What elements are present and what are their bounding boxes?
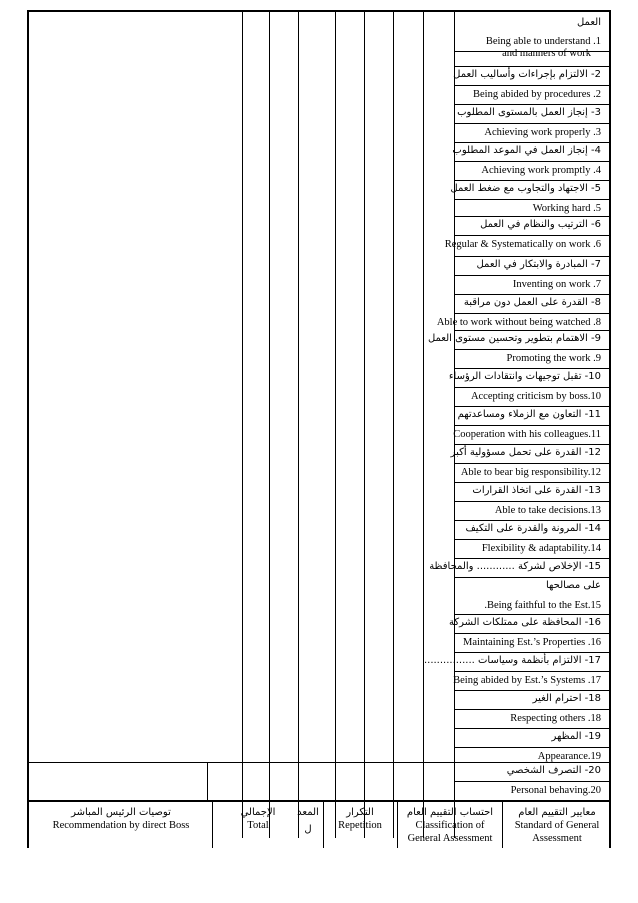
recommendation-ar: توصيات الرئيس المباشر	[71, 807, 171, 818]
criterion-english: Cooperation with his colleagues.11	[453, 429, 601, 440]
criterion-english: Able to take decisions.13	[494, 505, 601, 516]
row-divider	[454, 349, 609, 350]
column-divider	[454, 10, 455, 838]
row-divider	[454, 275, 609, 276]
row-divider	[454, 313, 609, 314]
row-divider	[454, 256, 609, 257]
row-divider	[454, 444, 609, 445]
criterion-english: Able to work without being watched .8	[436, 317, 601, 328]
rate-ar-1: المعد	[297, 807, 319, 818]
criterion-arabic-cont: على مصالحها	[545, 580, 601, 591]
row-divider	[454, 330, 609, 331]
criterion-english: Being abided by procedures .2	[472, 89, 601, 100]
criterion-arabic: 3- إنجاز العمل بالمستوى المطلوب	[457, 107, 601, 118]
criterion-arabic: 6- الترتيب والنظام في العمل	[480, 219, 601, 230]
criterion-english: Promoting the work .9	[506, 353, 601, 364]
classification-en-2: General Assessment	[407, 833, 493, 844]
repetition-en: Repetition	[338, 820, 382, 831]
row-divider	[454, 781, 609, 782]
classification-ar: احتساب التقييم العام	[406, 807, 494, 818]
row-divider	[454, 747, 609, 748]
column-divider	[269, 10, 270, 838]
criterion-english: Maintaining Est.’s Properties .16	[463, 637, 601, 648]
standard-en-1: Standard of General	[514, 820, 600, 831]
criterion-arabic: 4- إنجاز العمل في الموعد المطلوب	[452, 145, 601, 156]
criterion-english: Working hard .5	[532, 203, 601, 214]
criterion-english: Achieving work promptly .4	[481, 165, 601, 176]
row-divider	[454, 652, 609, 653]
criterion-arabic: 13- القدرة على اتخاذ القرارات	[472, 485, 601, 496]
classification-en-1: Classification of	[415, 820, 485, 831]
row-divider	[454, 66, 609, 67]
column-divider	[298, 10, 299, 838]
row-divider	[454, 161, 609, 162]
repetition-ar: التكرار	[346, 807, 374, 818]
row-divider	[454, 235, 609, 236]
criterion-english: Able to bear big responsibility.12	[460, 467, 601, 478]
row-divider	[454, 216, 609, 217]
footer-top-border	[27, 800, 611, 802]
row-divider	[454, 463, 609, 464]
criterion-english: Being able to understand .1	[485, 36, 601, 47]
criterion-english: Being abided by Est.’s Systems .17	[453, 675, 601, 686]
column-divider	[423, 10, 424, 838]
recommendation-en: Recommendation by direct Boss	[52, 820, 190, 831]
criterion-arabic: 18- احترام الغير	[532, 693, 601, 704]
column-divider	[335, 10, 336, 838]
row-divider	[454, 425, 609, 426]
row-divider	[454, 51, 609, 52]
column-divider	[364, 10, 365, 838]
row-divider	[454, 199, 609, 200]
criterion-arabic: 12- القدرة على تحمل مسؤولية أكبر	[450, 447, 601, 458]
criterion-english: Inventing on work .7	[512, 279, 601, 290]
total-header	[222, 806, 294, 832]
row-divider	[454, 671, 609, 672]
total-en: Total	[247, 820, 269, 831]
row-divider	[454, 539, 609, 540]
row-divider	[454, 123, 609, 124]
row-divider	[454, 577, 609, 578]
criterion-english: Respecting others .18	[510, 713, 601, 724]
row-divider	[454, 85, 609, 86]
row-divider	[454, 762, 609, 763]
criterion-english: Personal behaving.20	[510, 785, 601, 796]
row-divider	[454, 180, 609, 181]
criterion-arabic: 10- تقبل توجيهات وانتقادات الرؤساء	[448, 371, 601, 382]
criterion-arabic: 17- الالتزام بأنظمة وسياسات ................	[423, 655, 601, 666]
top-border	[27, 10, 611, 12]
criterion-arabic: 11- التعاون مع الزملاء ومساعدتهم	[457, 409, 601, 420]
row-divider	[454, 142, 609, 143]
footer-divider	[397, 800, 398, 848]
header-title: العمل	[576, 17, 601, 28]
column-divider	[207, 762, 208, 800]
criterion-english: Flexibility & adaptability.14	[481, 543, 601, 554]
row-divider	[454, 387, 609, 388]
criterion-arabic: 19- المظهر	[551, 731, 601, 742]
criterion-english: Accepting criticism by boss.10	[470, 391, 601, 402]
criterion-english: Achieving work properly .3	[484, 127, 601, 138]
criterion-arabic: 8- القدرة على العمل دون مراقبة	[463, 297, 601, 308]
column-divider	[242, 10, 243, 838]
criterion-arabic: 9- الاهتمام بتطوير وتحسين مستوى العمل	[427, 333, 601, 344]
criterion-arabic: 15- الإخلاص لشركة ............ والمحافظة	[429, 561, 601, 572]
standard-ar: معايير التقييم العام	[518, 807, 596, 818]
row-divider	[454, 294, 609, 295]
row-divider	[454, 728, 609, 729]
criterion-arabic: 14- المرونة والقدرة على التكيف	[465, 523, 601, 534]
row-divider	[454, 520, 609, 521]
row-divider	[454, 104, 609, 105]
row-divider	[454, 558, 609, 559]
classification-header	[399, 806, 501, 845]
repetition-header	[325, 806, 395, 832]
criterion-arabic: 20- التصرف الشخصي	[506, 765, 601, 776]
standard-en-2: Assessment	[532, 833, 582, 844]
footer-divider	[212, 800, 213, 848]
criterion-english: Appearance.19	[537, 751, 601, 762]
criterion-english: Regular & Systematically on work .6	[444, 239, 601, 250]
row-divider	[454, 406, 609, 407]
left-border	[27, 10, 29, 848]
rate-header	[293, 806, 323, 836]
standard-header	[505, 806, 609, 845]
row-divider	[454, 501, 609, 502]
footer-divider	[502, 800, 503, 848]
criterion-english-cont: and manners of work	[502, 48, 591, 59]
criterion-arabic: 16- المحافظة على ممتلكات الشركة	[449, 617, 601, 628]
assessment-form	[27, 10, 611, 848]
criterion-english: .Being faithful to the Est.15	[484, 600, 601, 611]
row-divider	[454, 368, 609, 369]
row-divider	[454, 482, 609, 483]
row-divider	[454, 690, 609, 691]
total-ar: الإجمالي	[240, 807, 276, 818]
row-divider	[27, 762, 454, 763]
criterion-arabic: 5- الاجتهاد والتجاوب مع ضغط العمل	[450, 183, 601, 194]
rate-ar-2: ل	[304, 824, 312, 835]
right-border	[609, 10, 611, 848]
row-divider	[454, 709, 609, 710]
recommendation-header	[31, 806, 211, 832]
footer-divider	[323, 800, 324, 848]
column-divider	[393, 10, 394, 838]
row-divider	[454, 633, 609, 634]
criterion-arabic: 2- الالتزام بإجراءات وأساليب العمل	[453, 69, 601, 80]
criterion-arabic: 7- المبادرة والابتكار في العمل	[476, 259, 601, 270]
row-divider	[454, 614, 609, 615]
